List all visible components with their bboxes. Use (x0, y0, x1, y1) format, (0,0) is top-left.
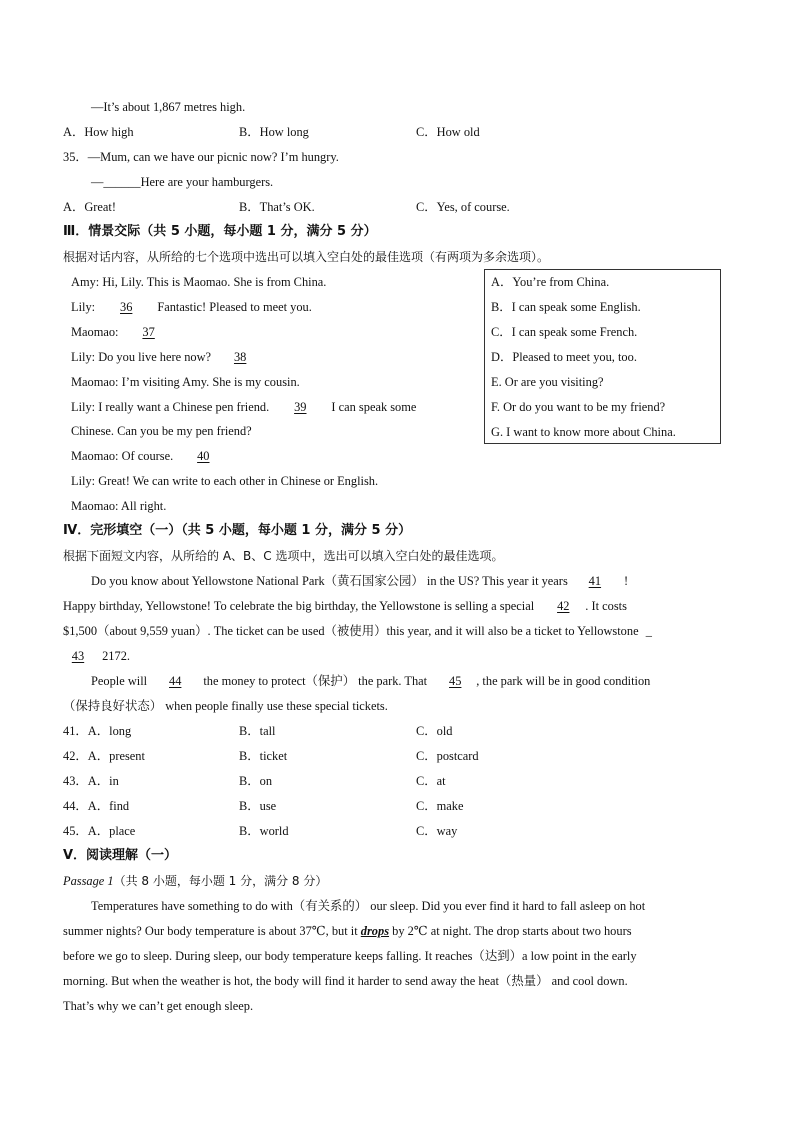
reading-line-5: That’s why we can’t get enough sleep. (63, 999, 254, 1013)
q35-answer-line (91, 174, 273, 190)
cloze-line-2 (63, 598, 627, 614)
question-option-a: A．long (87, 724, 132, 738)
q35-option-c: C．Yes, of course. (416, 200, 510, 214)
reading-line-2-text-a: summer nights? Our body temperature is about 37℃, but it (63, 924, 358, 938)
question-option-c: C．make (416, 799, 464, 813)
reading-line-3: before we go to sleep. During sleep, our body temperature keeps falling. It reaches（达到）a low point in the early (63, 949, 637, 963)
q34-answer-line: —It’s about 1,867 metres high. (91, 100, 246, 114)
section3-instruction: 根据对话内容，从所给的七个选项中选出可以填入空白处的最佳选项（有两项为多余选项）。 (63, 250, 550, 264)
cloze-line-5-text-a: People will (91, 674, 148, 688)
dialogue-line-2-text: Fantastic! Pleased to meet you. (157, 300, 312, 314)
cloze-line-2-text: Happy birthday, Yellowstone! To celebrate the big birthday, the Yellowstone is selling a special (63, 599, 535, 613)
question-option-a: A．place (87, 824, 136, 838)
question-option-b: B．tall (239, 724, 276, 738)
dialogue-line-6-text: Lily: I really want a Chinese pen friend. (71, 400, 270, 414)
dialogue-speaker-maomao: Maomao: (71, 325, 119, 339)
blank-41: 41 (588, 574, 602, 588)
section5-heading: Ⅴ．阅读理解（一） (63, 848, 178, 863)
blank-43: 43 (71, 649, 85, 663)
cloze-line-3-end: _ (645, 624, 652, 638)
question-option-b: B．on (239, 774, 273, 788)
option-c: C．I can speak some French. (491, 325, 638, 339)
option-f: F. Or do you want to be my friend? (491, 400, 666, 414)
cloze-question-44 (63, 798, 129, 814)
cloze-line-6: （保持良好状态） when people finally use these special tickets. (63, 699, 388, 713)
blank-40: 40 (197, 449, 210, 463)
passage-info: （共 8 小题，每小题 1 分，满分 8 分） (113, 874, 328, 888)
dialogue-line-6 (71, 399, 416, 415)
cloze-question-43 (63, 773, 119, 789)
blank-42: 42 (557, 599, 570, 613)
question-option-a: A．find (87, 799, 130, 813)
dialogue-line-4 (71, 349, 262, 365)
cloze-line-5-text-c: , the park will be in good condition (476, 674, 651, 688)
q35-blank: ______ (103, 175, 141, 189)
section4-instruction: 根据下面短文内容，从所给的 A、B、C 选项中，选出可以填入空白处的最佳选项。 (63, 549, 504, 563)
blank-45: 45 (449, 674, 462, 688)
cloze-question-42 (63, 748, 145, 764)
question-option-a: A．present (87, 749, 145, 763)
blank-38: 38 (233, 350, 247, 364)
cloze-line-5 (91, 673, 650, 689)
q34-option-a: A．How high (63, 125, 134, 139)
option-b: B．I can speak some English. (491, 300, 641, 314)
cloze-line-1 (91, 573, 628, 589)
reading-line-2 (63, 923, 632, 939)
q35-option-b: B．That’s OK. (239, 200, 315, 214)
option-g: G. I want to know more about China. (491, 425, 676, 439)
question-number: 44． (63, 799, 88, 813)
blank-36: 36 (120, 300, 133, 314)
dialogue-line-4-text: Lily: Do you live here now? (71, 350, 212, 364)
reading-line-1: Temperatures have something to do with（有关系的） our sleep. Did you ever find it hard to fall asleep on hot (91, 899, 646, 913)
question-option-c: C．at (416, 774, 446, 788)
question-number: 45． (63, 824, 88, 838)
question-option-c: C．way (416, 824, 458, 838)
option-e: E. Or are you visiting? (491, 375, 604, 389)
dialogue-line-8-text: Maomao: Of course. (71, 449, 174, 463)
cloze-line-4-text: 2172. (102, 649, 130, 663)
q35-number: 35． (63, 150, 88, 164)
reading-line-2-text-b: by 2℃ at night. The drop starts about two hours (392, 924, 632, 938)
q35-option-a: A．Great! (63, 200, 116, 214)
q35-stem (63, 149, 339, 165)
cloze-line-1-text: Do you know about Yellowstone National Park（黄石国家公园） in the US? This year it years (91, 574, 568, 588)
cloze-line-1-end: ! (623, 574, 629, 588)
section4-heading: Ⅳ．完形填空（一）（共 5 小题，每小题 1 分，满分 5 分） (63, 523, 412, 538)
dialogue-line-9: Lily: Great! We can write to each other in Chinese or English. (71, 474, 379, 488)
q34-option-c: C．How old (416, 125, 480, 139)
question-option-a: A．in (87, 774, 119, 788)
dialogue-line-3 (71, 324, 170, 340)
q34-option-b: B．How long (239, 125, 309, 139)
dialogue-line-7: Chinese. Can you be my pen friend? (71, 424, 252, 438)
option-d: D．Pleased to meet you, too. (491, 350, 637, 364)
q35-stem-text: —Mum, can we have our picnic now? I’m hungry. (87, 150, 339, 164)
section3-heading: Ⅲ．情景交际（共 5 小题，每小题 1 分，满分 5 分） (63, 224, 377, 239)
options-box (484, 269, 721, 444)
q35-dash: — (91, 175, 104, 189)
cloze-line-4 (63, 648, 130, 664)
question-option-b: B．use (239, 799, 277, 813)
dialogue-line-8 (71, 448, 224, 464)
highlighted-word-drops: drops (360, 924, 390, 938)
question-option-b: B．ticket (239, 749, 288, 763)
question-option-c: C．old (416, 724, 453, 738)
option-a: A．You’re from China. (491, 275, 610, 289)
question-option-b: B．world (239, 824, 289, 838)
dialogue-line-5: Maomao: I’m visiting Amy. She is my cousin. (71, 375, 300, 389)
cloze-line-3-text: $1,500（about 9,559 yuan）. The ticket can be used（被使用）this year, and it will also be a ticket to Yellowstone (63, 624, 639, 638)
passage-label: Passage 1 (63, 874, 114, 888)
cloze-line-2-end: . It costs (585, 599, 627, 613)
dialogue-line-10: Maomao: All right. (71, 499, 167, 513)
blank-44: 44 (169, 674, 182, 688)
question-number: 41． (63, 724, 88, 738)
question-number: 43． (63, 774, 88, 788)
question-number: 42． (63, 749, 88, 763)
q35-after: Here are your hamburgers. (140, 175, 274, 189)
cloze-question-45 (63, 823, 135, 839)
cloze-question-41 (63, 723, 131, 739)
dialogue-speaker-lily: Lily: (71, 300, 96, 314)
cloze-line-3 (63, 623, 652, 639)
dialogue-line-1: Amy: Hi, Lily. This is Maomao. She is from China. (71, 275, 327, 289)
blank-39: 39 (294, 400, 307, 414)
cloze-line-5-text-b: the money to protect（保护） the park. That (203, 674, 428, 688)
dialogue-line-2 (71, 299, 312, 315)
reading-line-4: morning. But when the weather is hot, the body will find it harder to send away the heat（热量） and cool down. (63, 974, 628, 988)
question-option-c: C．postcard (416, 749, 479, 763)
blank-37: 37 (142, 325, 155, 339)
passage-1-header (63, 873, 327, 889)
dialogue-line-6-after: I can speak some (331, 400, 417, 414)
